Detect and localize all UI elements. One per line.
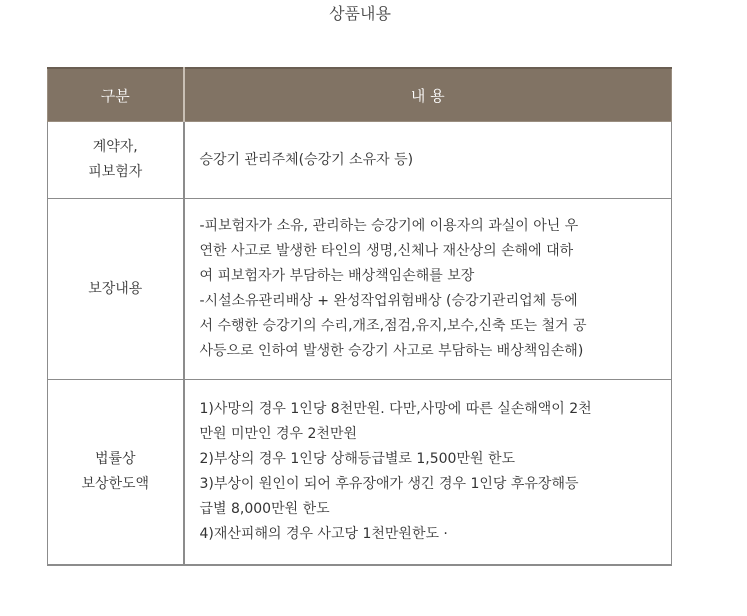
content-line: -시설소유관리배상 + 완성작업위험배상 (승강기관리업체 등에	[199, 293, 578, 309]
category-label: 보장내용	[88, 280, 143, 297]
table-row-legal-limit	[48, 380, 672, 566]
category-label: 법률상	[94, 451, 136, 467]
category-label: 계약자,	[92, 139, 138, 155]
content-line: -피보험자가 소유, 관리하는 승강기에 이용자의 과실이 아닌 우	[199, 218, 579, 234]
header-content: 내 용	[184, 68, 672, 122]
category-coverage	[48, 199, 184, 380]
category-legal-limit	[48, 380, 184, 566]
content-legal-limit	[184, 380, 672, 566]
product-content-table	[47, 67, 672, 566]
content-coverage	[184, 199, 672, 380]
content-line: 3)부상이 원인이 되어 후유장애가 생긴 경우 1인당 후유장해등	[199, 476, 579, 492]
content-line: 사등으로 인하여 발생한 승강기 사고로 부담하는 배상책임손해)	[199, 343, 584, 359]
header-category: 구분	[48, 68, 184, 122]
page-title: 상품내용	[329, 4, 391, 23]
content-line: 연한 사고로 발생한 타인의 생명,신체나 재산상의 손해에 대하	[199, 243, 574, 259]
content-line: 1)사망의 경우 1인당 8천만원. 다만,사망에 따른 실손해액이 2천	[199, 401, 592, 417]
content-insured	[184, 122, 672, 199]
content-line: 승강기 관리주체(승강기 소유자 등)	[199, 151, 414, 168]
content-line: 만원 미만인 경우 2천만원	[199, 426, 357, 442]
table-row-insured	[48, 122, 672, 199]
content-line: 여 피보험자가 부담하는 배상책임손해를 보장	[199, 268, 475, 284]
content-line: 2)부상의 경우 1인당 상해등급별로 1,500만원 한도	[199, 451, 516, 467]
category-insured	[48, 122, 184, 199]
content-line: 서 수행한 승강기의 수리,개조,점검,유지,보수,신축 또는 철거 공	[199, 318, 587, 334]
table-row-coverage	[48, 199, 672, 380]
category-label: 피보험자	[88, 164, 143, 180]
content-line: 4)재산피해의 경우 사고당 1천만원한도 ·	[199, 526, 448, 542]
content-line: 급별 8,000만원 한도	[199, 501, 330, 517]
table-header-row	[48, 68, 672, 122]
category-label: 보상한도액	[81, 476, 150, 492]
